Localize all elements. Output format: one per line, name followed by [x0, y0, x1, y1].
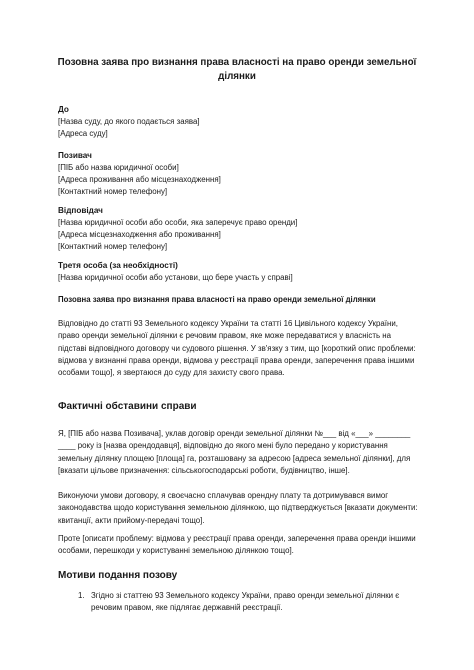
facts-paragraph-3-block — [58, 533, 418, 558]
claim-subtitle: Позовна заява про визнання права власності на право оренди земельної ділянки — [58, 295, 376, 304]
defendant-line: [Назва юридичної особи або особи, яка заперечує право оренди] — [58, 218, 298, 227]
list-item-text: Згідно зі статтею 93 Земельного кодексу України, право оренди земельної ділянки є речовим правом, яке підлягає державній реєстрації. — [91, 591, 400, 613]
to-line: [Адреса суду] — [58, 129, 108, 139]
motives-heading: Мотиви подання позову — [58, 570, 178, 581]
intro-block — [58, 318, 418, 379]
defendant-line: [Адреса місцезнаходження або проживання] — [58, 230, 221, 240]
intro-paragraph: Відповідно до статті 93 Земельного кодексу України та статті 16 Цивільного кодексу України, право оренди земельної ділянки є речовим правом, яке може передаватися у власність на підставі відповідного договору чи судового рішення. У зв'язку з тим, що [короткий опис проблеми: відмова у визнанні права оренди, відмова у реєстрації права оренди, заперечення права іншими особами тощо], я звертаюся до суду для захисту свого права. — [58, 319, 416, 378]
plaintiff-line: [Контактний номер телефону] — [58, 187, 168, 197]
third-party-section — [58, 260, 418, 284]
to-line: [Назва суду, до якого подається заява] — [58, 117, 200, 126]
facts-paragraph: Проте [описати проблему: відмова у реєстрації права оренди, заперечення права оренди іншими особами, перешкоди у користуванні земельною ділянкою тощо]. — [58, 534, 416, 556]
facts-paragraph: Виконуючи умови договору, я своєчасно сплачував орендну плату та дотримувався вимог законодавства щодо користування земельною ділянкою, що підтверджується [вказати документи: квитанції, акти прийому-передачі тощо]. — [58, 491, 418, 525]
motives-heading-block — [58, 569, 418, 582]
motives-list — [78, 590, 418, 615]
defendant-label: Відповідач — [58, 206, 103, 215]
list-item — [78, 590, 418, 615]
plaintiff-section — [58, 150, 418, 199]
document-title: Позовна заява про визнання права власності на право оренди земельної ділянки — [57, 57, 417, 82]
plaintiff-line: [Адреса проживання або місцезнаходження] — [58, 175, 221, 185]
claim-subtitle-block — [58, 294, 418, 306]
facts-paragraph-2-block — [58, 490, 418, 527]
list-item-number: 1. — [78, 591, 85, 600]
to-section — [58, 104, 418, 140]
to-label: До — [58, 105, 69, 114]
facts-paragraph-1-block — [58, 428, 418, 477]
facts-heading-block — [58, 400, 418, 413]
plaintiff-label: Позивач — [58, 151, 92, 160]
defendant-section — [58, 205, 418, 254]
plaintiff-line: [ПІБ або назва юридичної особи] — [58, 163, 179, 172]
facts-paragraph: Я, [ПІБ або назва Позивача], уклав договір оренди земельної ділянки №___ від «___» ________ ____ року із [назва орендодавця], відповідно до якого мені було передано у користування земельну ділянку площею [площа] га, розташовану за адресою [адреса земельної ділянки], для [вказати цільове призначення: сільськогосподарські роботи, будівництво, інше]. — [58, 429, 411, 475]
defendant-line: [Контактний номер телефону] — [58, 242, 168, 252]
third-party-line: [Назва юридичної особи або установи, що бере участь у справі] — [58, 273, 293, 282]
third-party-label: Третя особа (за необхідності) — [58, 261, 178, 270]
facts-heading: Фактичні обставини справи — [58, 401, 197, 412]
